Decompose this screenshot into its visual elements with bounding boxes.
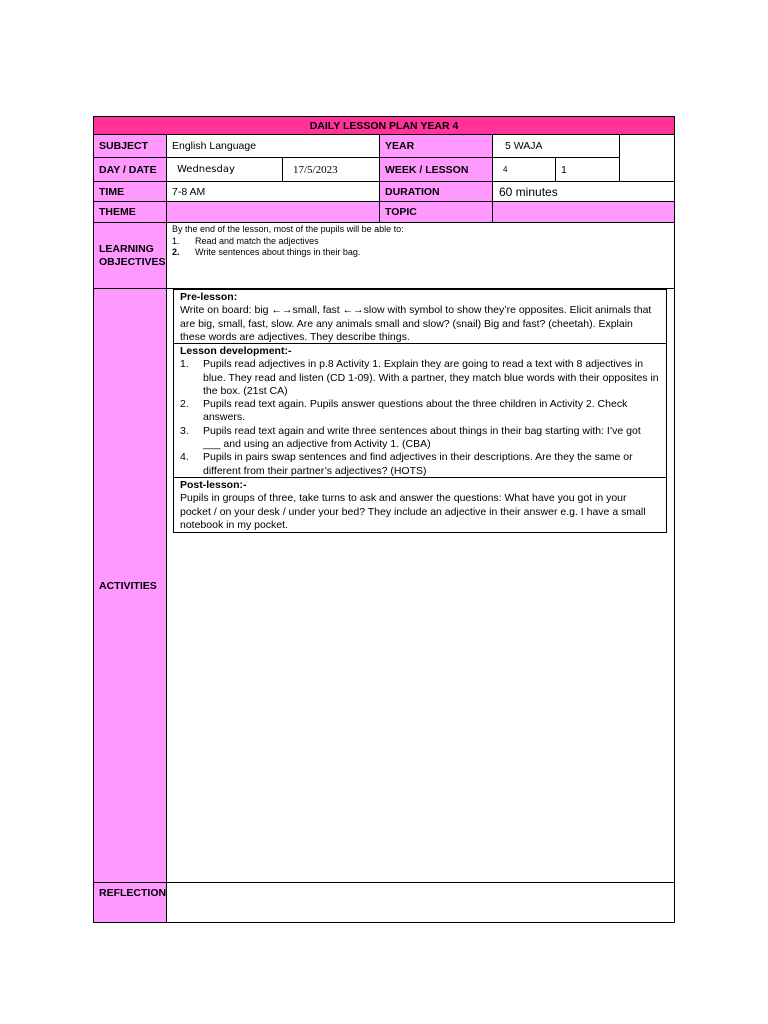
day-date-label: DAY / DATE [93, 157, 167, 182]
year-label: YEAR [379, 134, 493, 158]
reflection-label: REFLECTION [93, 882, 167, 923]
time-label: TIME [93, 181, 167, 202]
topic-value [492, 201, 675, 223]
objective-item [172, 236, 669, 248]
lesson-plan-table [93, 116, 675, 923]
pre-lesson-text: Write on board: big ←→small, fast ←→slow with symbol to show they’re opposites. Elicit animals that are big, small, fast, slow. Are any animals small and slow? (snail) Big and fast? (cheetah). Explain these words are adjectives. They describe things. [180, 304, 652, 343]
time-value: 7-8 AM [166, 181, 380, 202]
topic-label: TOPIC [379, 201, 493, 223]
development-step [180, 398, 660, 425]
subject-value: English Language [166, 134, 380, 158]
subject-label: SUBJECT [93, 134, 167, 158]
step-num: 2. [180, 398, 189, 411]
pre-lesson-box [173, 289, 667, 344]
pre-lesson-heading: Pre-lesson: [180, 291, 238, 303]
day-value: Wednesday [166, 157, 283, 182]
lesson-development-box [173, 343, 667, 478]
blank-cell [619, 134, 675, 182]
duration-value: 60 minutes [492, 181, 675, 202]
step-num: 1. [180, 358, 189, 371]
activities-label: ACTIVITIES [93, 288, 167, 883]
post-lesson-text: Pupils in groups of three, take turns to ask and answer the questions: What have you got in your pocket / on your desk / under your bed? They include an adjective in their answer e.g. I have a small notebook in my pocket. [180, 492, 646, 531]
post-lesson-box [173, 477, 667, 533]
objective-num: 1. [172, 235, 180, 246]
lesson-value: 1 [555, 157, 620, 182]
step-text: Pupils in pairs swap sentences and find adjectives in their descriptions. Are they the same or different from their partner’s adjectives? (HOTS) [203, 451, 633, 477]
step-text: Pupils read adjectives in p.8 Activity 1. Explain they are going to read a text with 8 adjectives in blue. They read and listen (CD 1-09). With a partner, they match blue words with their opposites in the box. (21st CA) [203, 358, 659, 397]
learning-objectives-label: LEARNING OBJECTIVES [93, 222, 167, 289]
header-title: DAILY LESSON PLAN YEAR 4 [93, 116, 675, 135]
objective-text: Write sentences about things in their bag. [195, 247, 361, 257]
theme-value [166, 201, 380, 223]
development-step [180, 425, 660, 452]
date-value: 17/5/2023 [282, 157, 380, 182]
duration-label: DURATION [379, 181, 493, 202]
step-text: Pupils read text again. Pupils answer questions about the three children in Activity 2. Check answers. [203, 398, 628, 424]
year-value: 5 WAJA [492, 134, 620, 158]
objective-num: 2. [172, 247, 180, 257]
week-value: 4 [492, 157, 556, 182]
lesson-development-heading: Lesson development:- [180, 345, 292, 357]
post-lesson-heading: Post-lesson:- [180, 479, 247, 491]
objective-text: Read and match the adjectives [195, 235, 319, 246]
objective-item [172, 247, 669, 259]
step-num: 4. [180, 451, 189, 464]
step-text: Pupils read text again and write three sentences about things in their bag starting with: I’ve got ___ and using an adjective from Activity 1. (CBA) [203, 424, 641, 451]
reflection-value [166, 882, 675, 923]
theme-label: THEME [93, 201, 167, 223]
learning-objectives-content [166, 222, 675, 289]
development-step [180, 451, 660, 478]
development-step [180, 358, 660, 398]
week-lesson-label: WEEK / LESSON [379, 157, 493, 182]
objectives-intro: By the end of the lesson, most of the pupils will be able to: [172, 224, 404, 234]
step-num: 3. [180, 424, 189, 437]
